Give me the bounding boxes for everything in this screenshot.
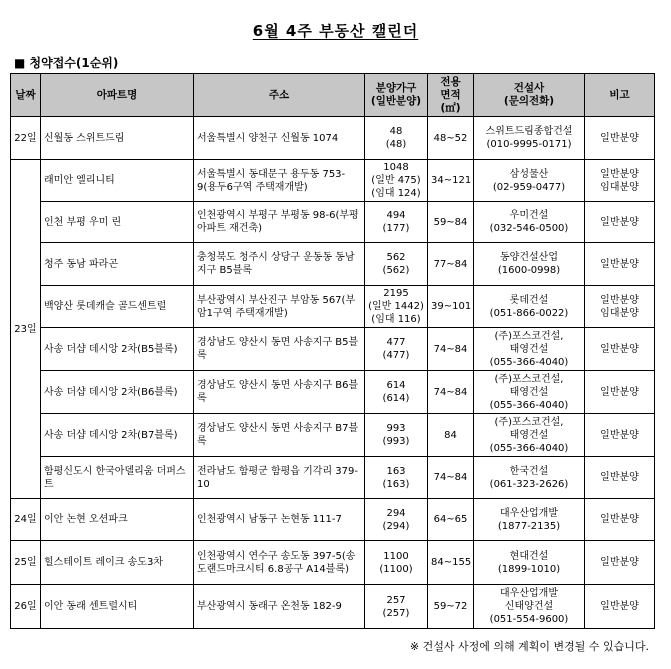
address-cell: 전라남도 함평군 함평읍 기각리 379-10 (194, 457, 365, 499)
builder-cell: 현대건설 (1899-1010) (474, 541, 585, 585)
address-cell: 인천광역시 연수구 송도동 397-5(송도랜드마크시티 6.8공구 A14블록) (194, 541, 365, 585)
apartment-name: 사송 더샵 데시앙 2차(B7블록) (41, 414, 194, 457)
area-cell: 59~84 (428, 202, 474, 243)
units-cell: 614 (614) (365, 371, 428, 414)
apartment-name: 이안 동래 센트럴시티 (41, 585, 194, 629)
header-note: 비고 (585, 74, 655, 117)
apartment-name: 사송 더샵 데시앙 2차(B5블록) (41, 328, 194, 371)
units-cell: 1100 (1100) (365, 541, 428, 585)
address-cell: 경상남도 양산시 동면 사송지구 B7블록 (194, 414, 365, 457)
builder-cell: 대우산업개발 신태양건설 (051-554-9600) (474, 585, 585, 629)
builder-cell: 대우산업개발 (1877-2135) (474, 499, 585, 541)
units-cell: 163 (163) (365, 457, 428, 499)
address-cell: 경상남도 양산시 동면 사송지구 B6블록 (194, 371, 365, 414)
area-cell: 34~121 (428, 160, 474, 202)
note-cell: 일반분양 (585, 499, 655, 541)
table-row (11, 371, 655, 414)
area-cell: 48~52 (428, 117, 474, 160)
address-cell: 서울특별시 동대문구 용두동 753-9(용두6구역 주택재개발) (194, 160, 365, 202)
table-row (11, 160, 655, 202)
note-cell: 일반분양 (585, 371, 655, 414)
area-cell: 39~101 (428, 286, 474, 328)
apartment-name: 이안 논현 오션파크 (41, 499, 194, 541)
date-cell: 23일 (11, 160, 41, 499)
note-cell: 일반분양 (585, 585, 655, 629)
address-cell: 부산광역시 동래구 온천동 182-9 (194, 585, 365, 629)
builder-cell: (주)포스코건설, 태영건설 (055-366-4040) (474, 371, 585, 414)
apartment-name: 래미안 엘리니티 (41, 160, 194, 202)
builder-cell: (주)포스코건설, 태영건설 (055-366-4040) (474, 328, 585, 371)
address-cell: 부산광역시 부산진구 부암동 567(부암1구역 주택재개발) (194, 286, 365, 328)
header-row (11, 74, 655, 117)
units-cell: 1048 (일반 475) (임대 124) (365, 160, 428, 202)
apartment-name: 인천 부평 우미 린 (41, 202, 194, 243)
builder-cell: 삼성물산 (02-959-0477) (474, 160, 585, 202)
builder-cell: 한국건설 (061-323-2626) (474, 457, 585, 499)
note-cell: 일반분양 임대분양 (585, 160, 655, 202)
table-row (11, 243, 655, 286)
apartment-name: 백양산 롯데캐슬 골드센트럴 (41, 286, 194, 328)
area-cell: 77~84 (428, 243, 474, 286)
apartment-name: 신월동 스위트드림 (41, 117, 194, 160)
note-cell: 일반분양 (585, 243, 655, 286)
apartment-name: 힐스테이트 레이크 송도3차 (41, 541, 194, 585)
area-cell: 59~72 (428, 585, 474, 629)
units-cell: 993 (993) (365, 414, 428, 457)
date-cell: 25일 (11, 541, 41, 585)
address-cell: 인천광역시 남동구 논현동 111-7 (194, 499, 365, 541)
apartment-name: 함평신도시 한국아델리움 더퍼스트 (41, 457, 194, 499)
address-cell: 충청북도 청주시 상당구 운동동 동남지구 B5블록 (194, 243, 365, 286)
builder-cell: 롯데건설 (051-866-0022) (474, 286, 585, 328)
units-cell: 562 (562) (365, 243, 428, 286)
area-cell: 84 (428, 414, 474, 457)
units-cell: 494 (177) (365, 202, 428, 243)
note-cell: 일반분양 (585, 117, 655, 160)
header-units: 분양가구 (일반분양) (365, 74, 428, 117)
area-cell: 84~155 (428, 541, 474, 585)
table-row (11, 499, 655, 541)
area-cell: 74~84 (428, 371, 474, 414)
header-apartment: 아파트명 (41, 74, 194, 117)
address-cell: 인천광역시 부평구 부평동 98-6(부평아파트 재건축) (194, 202, 365, 243)
units-cell: 2195 (일반 1442) (임대 116) (365, 286, 428, 328)
address-cell: 경상남도 양산시 동면 사송지구 B5블록 (194, 328, 365, 371)
date-cell: 22일 (11, 117, 41, 160)
note-cell: 일반분양 (585, 328, 655, 371)
date-cell: 24일 (11, 499, 41, 541)
section-label: ■ 청약접수(1순위) (14, 56, 119, 70)
footnote: ※ 건설사 사정에 의해 계획이 변경될 수 있습니다. (409, 640, 649, 653)
note-cell: 일반분양 (585, 202, 655, 243)
header-area: 전용 면적 (㎡) (428, 74, 474, 117)
header-date: 날짜 (11, 74, 41, 117)
note-cell: 일반분양 (585, 541, 655, 585)
units-cell: 477 (477) (365, 328, 428, 371)
subscription-table (10, 73, 655, 629)
apartment-name: 청주 동남 파라곤 (41, 243, 194, 286)
units-cell: 294 (294) (365, 499, 428, 541)
table-row (11, 202, 655, 243)
apartment-name: 사송 더샵 데시앙 2차(B6블록) (41, 371, 194, 414)
note-cell: 일반분양 임대분양 (585, 286, 655, 328)
table-row (11, 328, 655, 371)
table-row (11, 414, 655, 457)
address-cell: 서울특별시 양천구 신월동 1074 (194, 117, 365, 160)
units-cell: 48 (48) (365, 117, 428, 160)
area-cell: 74~84 (428, 328, 474, 371)
table-row (11, 541, 655, 585)
table-row (11, 117, 655, 160)
units-cell: 257 (257) (365, 585, 428, 629)
table-row (11, 286, 655, 328)
area-cell: 64~65 (428, 499, 474, 541)
area-cell: 74~84 (428, 457, 474, 499)
builder-cell: 스위트드림종합건설 (010-9995-0171) (474, 117, 585, 160)
note-cell: 일반분양 (585, 414, 655, 457)
table-row (11, 457, 655, 499)
header-builder: 건설사 (문의전화) (474, 74, 585, 117)
note-cell: 일반분양 (585, 457, 655, 499)
builder-cell: 동양건설산업 (1600-0998) (474, 243, 585, 286)
builder-cell: 우미건설 (032-546-0500) (474, 202, 585, 243)
date-cell: 26일 (11, 585, 41, 629)
page-title: 6월 4주 부동산 캘린더 (252, 22, 419, 40)
header-address: 주소 (194, 74, 365, 117)
table-row (11, 585, 655, 629)
builder-cell: (주)포스코건설, 태영건설 (055-366-4040) (474, 414, 585, 457)
